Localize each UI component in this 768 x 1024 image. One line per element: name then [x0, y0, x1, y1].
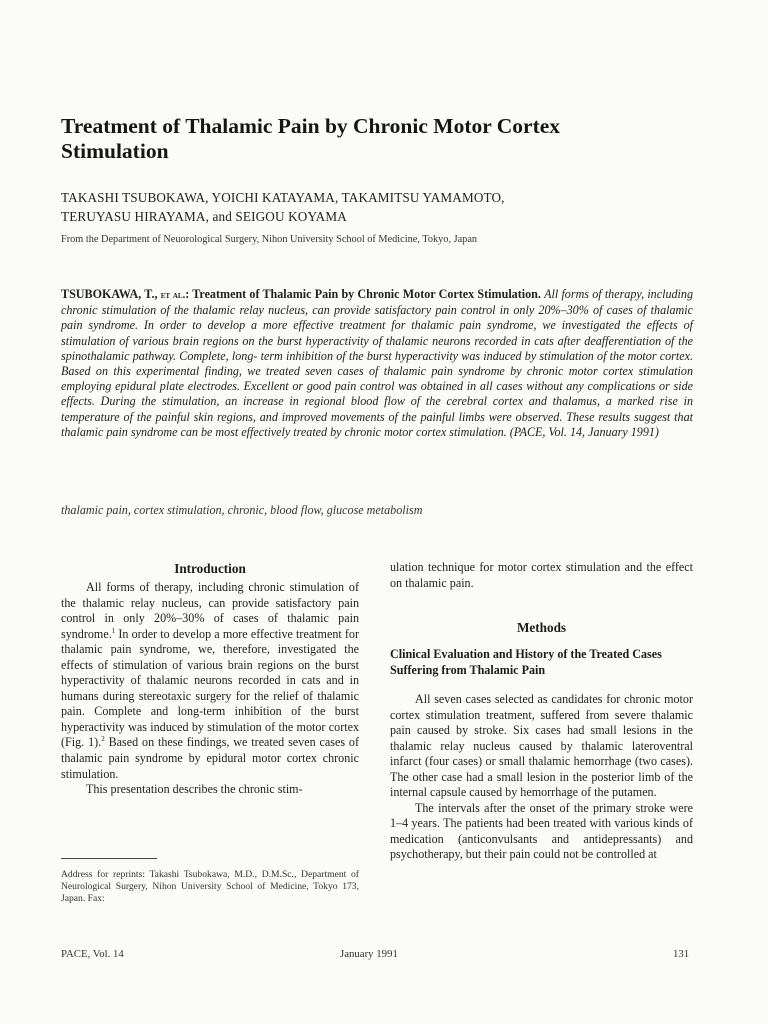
methods-paragraph-1: All seven cases selected as candidates for chronic motor cortex stimulation treatment, suffered from severe thalamic pain caused by stroke. Six cases had small lesions in the thalamic relay nucleus caused by thalamic lateroventral infarct (four cases) or small thalamic hemorrhage (two cases). The other case had a small lesion in the posterior limb of the internal capsule caused by hemorrhage of the putamen.: [390, 692, 693, 800]
column-continuation-spacer: [390, 560, 693, 589]
intro-p1-part-c: Based on these findings, we treated seven cases of thalamic pain syndrome by epidural motor cortex chronic stimulation.: [61, 735, 360, 781]
footnote-rule: [61, 858, 157, 859]
reference-2: 2: [101, 735, 105, 744]
introduction-paragraph-1: [61, 580, 359, 782]
abstract-author-ref: TSUBOKAWA, T.,: [61, 287, 158, 301]
abstract-body: All forms of therapy, including chronic stimulation of the thalamic relay nucleus, can provide satisfactory pain control in only 20%–30% of cases of thalamic pain syndrome. In order to develop a more effective treatment for thalamic pain syndrome, we investigated the effects of stimulation of various brain regions on the burst hyperactivity of thalamic neurons recorded in cats after deafferentiation of the spinothalamic pathway. Complete, long- term inhibition of the burst hyperactivity was induced by stimulation of the motor cortex. Based on this experimental finding, we treated seven cases of thalamic pain syndrome by chronic motor cortex stimulation employing epidural plate electrodes. Excellent or good pain control was obtained in all cases without any complications or side effects. During the stimulation, an increase in regional blood flow of the cerebral cortex and thalamus, a marked rise in temperature of the painful skin regions, and improved movements of the painful limbs were observed. These results suggest that thalamic pain syndrome can be most effectively treated by chronic motor cortex stimulation. (PACE, Vol. 14, January 1991): [61, 287, 694, 439]
abstract-et-al: et al.: [160, 290, 186, 301]
author-list: [61, 188, 661, 226]
introduction-heading: Introduction: [174, 561, 246, 576]
methods-subheading: Clinical Evaluation and History of the Treated Cases Suffering from Thalamic Pain: [390, 647, 662, 677]
reference-1: 1: [111, 626, 116, 635]
intro-p1-part-a: All forms of therapy, including chronic stimulation of the thalamic relay nucleus, can provide satisfactory pain control in only 20%–30% of cases of thalamic pain syndrome.: [61, 580, 359, 641]
introduction-paragraph-2-continuation: ulation technique for motor cortex stimulation and the effect on thalamic pain.: [390, 560, 693, 590]
page-number: 131: [673, 948, 690, 960]
footer-date: January 1991: [340, 948, 398, 960]
intro-p1-part-b: In order to develop a more effective treatment for thalamic pain syndrome, we, therefore, investigated the effects of stimulation of various brain regions on the burst hyperactivity of thalamic neurons recorded in cats and in humans during stereotaxic surgery for the relief of thalamic pain. Complete and long-term inhibition of the burst hyperactivity was induced by stimulation of the motor cortex (Fig. 1).: [61, 626, 359, 750]
authors-line-2: TERUYASU HIRAYAMA, and SEIGOU KOYAMA: [61, 209, 347, 224]
abstract: [61, 287, 693, 440]
right-column: [390, 560, 693, 863]
article-title: Treatment of Thalamic Pain by Chronic Motor Cortex Stimulation: [61, 114, 561, 163]
methods-paragraph-2: The intervals after the onset of the primary stroke were 1–4 years. The patients had been treated with various kinds of medication (anticonvulsants and antidepressants) and psychotherapy, but their pain could not be controlled at: [390, 800, 693, 862]
footer-journal: PACE, Vol. 14: [61, 948, 124, 960]
keywords: thalamic pain, cortex stimulation, chronic, blood flow, glucose metabolism: [61, 503, 423, 517]
introduction-paragraph-2: This presentation describes the chronic stim-: [86, 782, 303, 797]
abstract-title-ref: : Treatment of Thalamic Pain by Chronic Motor Cortex Stimulation.: [185, 287, 541, 301]
methods-heading: Methods: [516, 620, 567, 635]
affiliation: From the Department of Neuorological Surgery, Nihon University School of Medicine, Tokyo, Japan: [61, 234, 478, 245]
reprint-footnote: Address for reprints: Takashi Tsubokawa, M.D., D.M.Sc., Department of Neurological Surgery, Nihon University School of Medicine, Tokyo 173, Japan. Fax:: [61, 869, 359, 905]
left-column: [61, 560, 359, 798]
authors-line-1: TAKASHI TSUBOKAWA, YOICHI KATAYAMA, TAKAMITSU YAMAMOTO,: [61, 190, 505, 205]
